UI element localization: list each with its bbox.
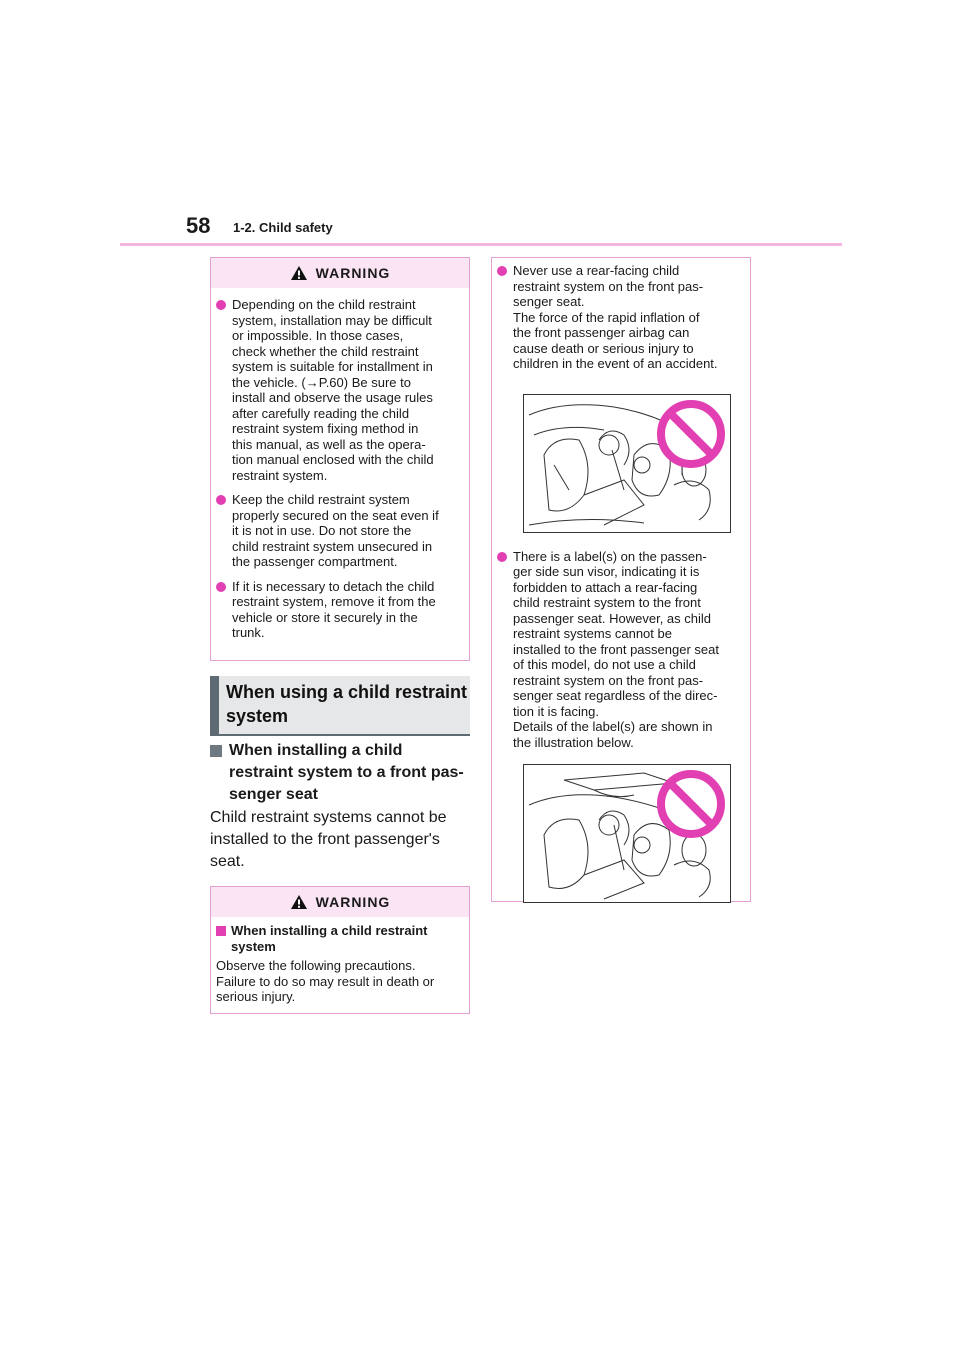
warning-title: WARNING xyxy=(315,894,391,910)
warning-item-text: Depending on the child restraint system, installation may be difficult or impossible. In those cases, check whether the child restraint system is suitable for installment in the vehicle. (→P.60) Be sure to install and observe the usage rules after carefully reading the child restraint system fixing method in this manual, as well as the opera- tion manual enclosed with the child restraint system. xyxy=(232,297,434,483)
warning-paragraph: Observe the following precautions. Failure to do so may result in death or serious injury. xyxy=(216,958,435,1004)
square-bullet-icon xyxy=(210,745,222,757)
bullet-icon xyxy=(497,552,507,562)
section-heading xyxy=(210,676,470,734)
warning-item-text: If it is necessary to detach the child restraint system, remove it from the vehicle or store it securely in the trunk. xyxy=(232,578,436,640)
bullet-icon xyxy=(216,582,226,592)
prohibited-icon xyxy=(656,399,726,469)
warning-box xyxy=(210,257,470,661)
header-divider xyxy=(120,243,842,246)
warning-subheading-text: When installing a child restraint system xyxy=(231,923,428,954)
sun-visor-illustration xyxy=(523,764,731,903)
subsection-heading-text: When installing a child restraint system to a front pas- senger seat xyxy=(229,742,464,803)
warning-header xyxy=(211,887,469,917)
warning-item xyxy=(216,492,464,570)
warning-item-text: Keep the child restraint system properly secured on the seat even if it is not in use. Do not store the child restraint system unsecured in the passenger compartment. xyxy=(232,492,439,569)
bullet-icon xyxy=(497,266,507,276)
warning-triangle-icon xyxy=(290,265,308,281)
warning-item-text: There is a label(s) on the passen- ger side sun visor, indicating it is forbidden to attach a rear-facing child restraint system to the front passenger seat. However, as child restraint systems cannot be installed to the front passenger seat of this model, do not use a child restraint system on the front pas- senger seat regardless of the direc- tion it is facing. Details of the label(s) are shown in the illustration below. xyxy=(513,548,719,750)
body-paragraph: Child restraint systems cannot be installed to the front passenger's seat. xyxy=(210,809,447,870)
warning-item xyxy=(497,263,745,372)
bullet-icon xyxy=(216,300,226,310)
warning-title: WARNING xyxy=(315,265,391,281)
section-heading-text: When using a child restraint system xyxy=(226,682,468,726)
warning-header xyxy=(211,258,469,288)
warning-box xyxy=(210,886,470,1014)
warning-item-text: Never use a rear-facing child restraint system on the front pas- senger seat. The force of the rapid inflation of the front passenger airbag can cause death or serious injury to children in the event of an accident. xyxy=(513,263,718,371)
section-title: 1-2. Child safety xyxy=(233,220,333,235)
airbag-illustration xyxy=(523,394,731,533)
warning-box-continued xyxy=(491,257,751,902)
prohibited-icon xyxy=(656,769,726,839)
square-bullet-icon xyxy=(216,926,226,936)
bullet-icon xyxy=(216,495,226,505)
section-heading-underline xyxy=(210,734,470,736)
subsection-heading xyxy=(210,740,480,806)
page-number: 58 xyxy=(186,213,211,238)
warning-item xyxy=(216,297,464,483)
warning-triangle-icon xyxy=(290,894,308,910)
warning-item xyxy=(497,549,745,751)
warning-subheading xyxy=(216,923,464,954)
warning-item xyxy=(216,579,464,641)
